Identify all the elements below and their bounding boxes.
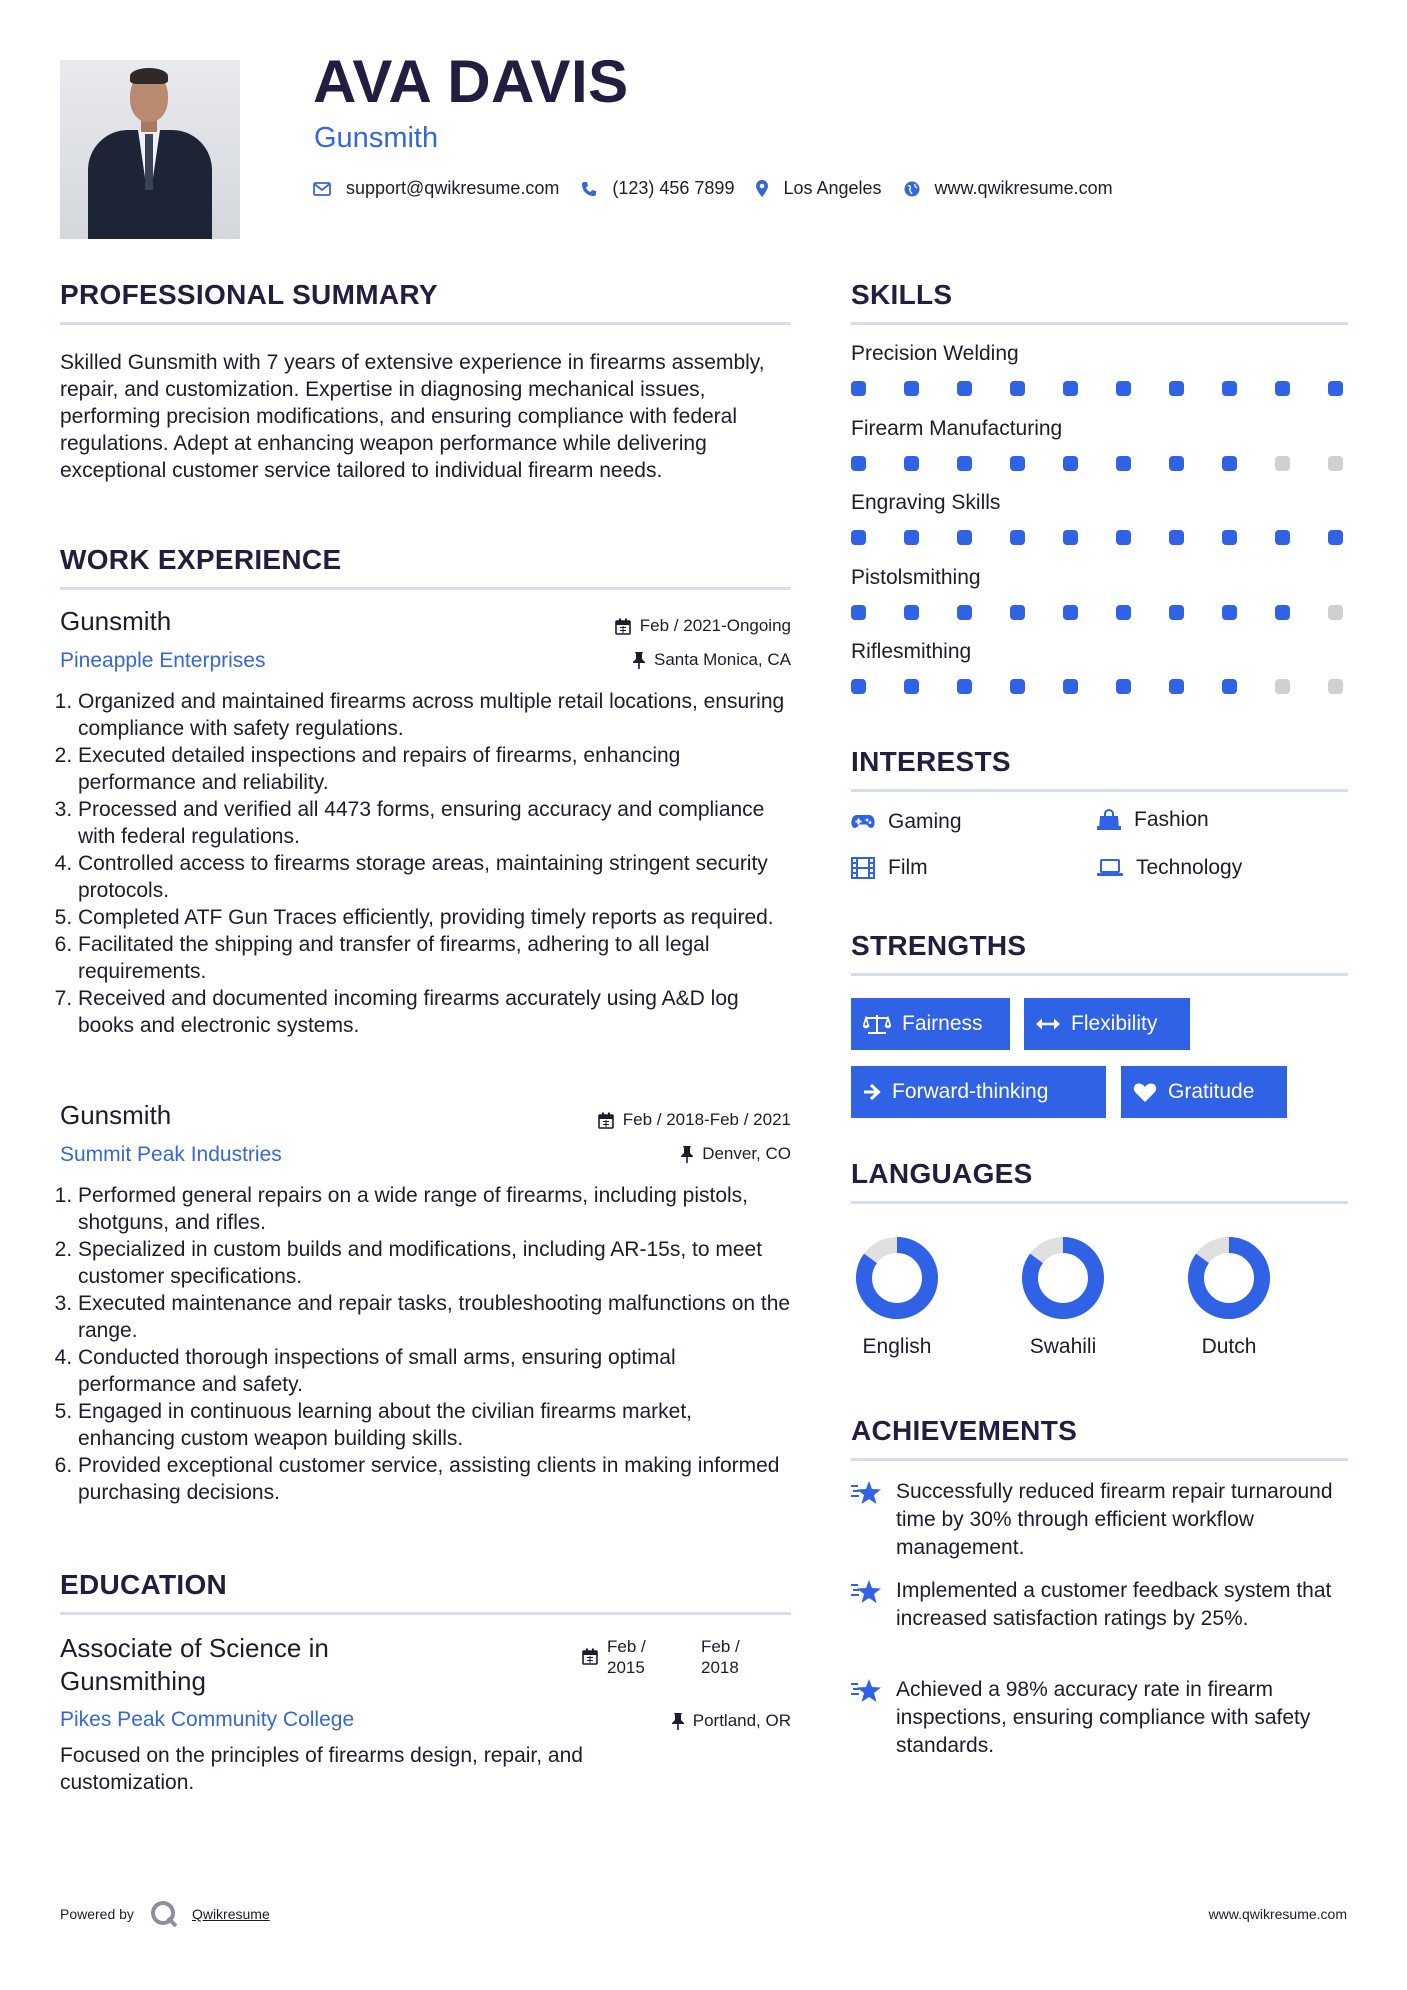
skill-dot-filled: [957, 605, 972, 620]
skill-dot-filled: [1116, 381, 1131, 396]
skill-dot-empty: [1328, 679, 1343, 694]
skill-dot-filled: [1169, 381, 1184, 396]
balance-scale-icon: [863, 1013, 891, 1035]
education-divider: [60, 1612, 791, 1615]
skill-dot-filled: [1222, 456, 1237, 471]
interest-item: [851, 856, 928, 880]
film-icon: [851, 857, 875, 879]
summary-heading: PROFESSIONAL SUMMARY: [60, 279, 438, 310]
skill-dot-filled: [1010, 381, 1025, 396]
skill-dot-filled: [1222, 605, 1237, 620]
language-donut: [1186, 1235, 1272, 1321]
contact-location: [756, 178, 881, 199]
interest-label: Technology: [1136, 856, 1243, 879]
email-text: support@qwikresume.com: [346, 178, 560, 198]
interests-list: [851, 808, 1348, 908]
experience-section: [60, 546, 791, 590]
list-item: 3. Processed and verified all 4473 forms, ensuring accuracy and compliance with federal regulations.: [78, 796, 791, 850]
language-item: [993, 1235, 1133, 1359]
phone-text: (123) 456 7899: [612, 178, 735, 198]
strength-tag: [851, 1066, 1106, 1118]
education-end-date: Feb / 2018: [701, 1637, 740, 1677]
achievement-item: [851, 1577, 1343, 1633]
location-text: Los Angeles: [783, 178, 882, 198]
interest-item: [851, 810, 962, 834]
education-section: [60, 1571, 791, 1615]
skill-dot-filled: [1010, 605, 1025, 620]
contact-phone[interactable]: [581, 178, 734, 199]
calendar-icon: [582, 1648, 598, 1665]
list-item: 2. Specialized in custom builds and modifications, including AR-15s, to meet customer specifications.: [78, 1236, 791, 1290]
language-item: [827, 1235, 967, 1359]
achievement-text: Achieved a 98% accuracy rate in firearm inspections, ensuring compliance with safety standards.: [896, 1678, 1311, 1757]
skill-level-meter: [851, 381, 1343, 396]
education-location-text: Portland, OR: [692, 1711, 791, 1730]
skill-dot-filled: [1222, 530, 1237, 545]
laptop-icon: [1097, 859, 1123, 877]
list-item: 4. Controlled access to firearms storage areas, maintaining stringent security protocols.: [78, 850, 791, 904]
skill-dot-filled: [1169, 679, 1184, 694]
skill-dot-filled: [851, 679, 866, 694]
skill-dot-empty: [1328, 456, 1343, 471]
interests-heading: INTERESTS: [851, 746, 1011, 777]
skill-dot-filled: [1063, 679, 1078, 694]
job-title: Gunsmith: [60, 1100, 172, 1130]
contact-website[interactable]: [904, 178, 1113, 199]
experience-divider: [60, 587, 791, 590]
qwikresume-logo-icon: [150, 1900, 178, 1928]
job-bullets: [60, 688, 791, 1039]
strengths-divider: [851, 973, 1348, 976]
phone-icon: [581, 181, 597, 197]
skill-dot-filled: [1222, 679, 1237, 694]
calendar-icon: [615, 618, 631, 635]
list-item: 4. Conducted thorough inspections of small arms, ensuring optimal performance and safety.: [78, 1344, 791, 1398]
skill-dot-filled: [1169, 530, 1184, 545]
skill-name: Precision Welding: [851, 342, 1019, 365]
job-bullets: [60, 1182, 791, 1506]
education-dates: [582, 1636, 753, 1678]
skill-name: Firearm Manufacturing: [851, 416, 1063, 440]
achievements-section: [851, 1417, 1348, 1461]
interest-label: Gaming: [888, 810, 962, 833]
qwikresume-link[interactable]: Qwikresume: [191, 1906, 270, 1922]
interest-label: Fashion: [1134, 808, 1209, 831]
skill-name: Engraving Skills: [851, 491, 1001, 514]
skill-dot-filled: [1328, 530, 1343, 545]
summary-section: [60, 281, 791, 484]
pushpin-icon: [633, 652, 645, 669]
envelope-icon: [313, 182, 331, 196]
achievement-text: Implemented a customer feedback system that increased satisfaction ratings by 25%.: [896, 1579, 1332, 1630]
star-badge-icon: [851, 1678, 883, 1704]
job-location-text: Santa Monica, CA: [653, 650, 791, 669]
language-name: English: [862, 1335, 932, 1358]
skill-dot-filled: [1328, 381, 1343, 396]
list-item: 1. Performed general repairs on a wide range of firearms, including pistols, shotguns, and rifles.: [78, 1182, 791, 1236]
strength-label: Fairness: [902, 1012, 983, 1035]
job-location: [681, 1144, 791, 1164]
list-item: 7. Received and documented incoming firearms accurately using A&D log books and electronic systems.: [78, 985, 791, 1039]
achievements-list: [851, 1478, 1348, 1778]
star-badge-icon: [851, 1579, 883, 1605]
languages-divider: [851, 1201, 1348, 1204]
summary-divider: [60, 322, 791, 325]
pushpin-icon: [672, 1713, 684, 1730]
skill-dot-filled: [904, 605, 919, 620]
language-item: [1159, 1235, 1299, 1359]
skill-dot-filled: [851, 530, 866, 545]
skill-name: Pistolsmithing: [851, 565, 981, 589]
profile-photo: [60, 60, 240, 239]
skill-dot-filled: [1169, 605, 1184, 620]
skill-dot-filled: [1222, 381, 1237, 396]
skill-dot-filled: [1275, 381, 1290, 396]
skill-dot-filled: [1116, 679, 1131, 694]
interest-item: [1097, 808, 1209, 832]
job-date-text: Feb / 2018-Feb / 2021: [622, 1110, 791, 1129]
languages-heading: LANGUAGES: [851, 1158, 1033, 1189]
job-location: [633, 650, 791, 670]
skill-level-meter: [851, 679, 1343, 694]
skill-dot-empty: [1328, 605, 1343, 620]
skills-list: [851, 343, 1348, 713]
skill-name: Riflesmithing: [851, 640, 972, 663]
pushpin-icon: [681, 1146, 693, 1163]
gamepad-icon: [851, 814, 875, 830]
skill-dot-filled: [957, 456, 972, 471]
achievements-divider: [851, 1458, 1348, 1461]
degree-title: Associate of Science in Gunsmithing: [60, 1633, 329, 1696]
achievement-item: [851, 1676, 1343, 1760]
education-start-date: Feb / 2015: [607, 1637, 646, 1677]
powered-by-text: Powered by: [60, 1906, 134, 1922]
skills-heading: SKILLS: [851, 279, 953, 310]
list-item: 2. Executed detailed inspections and repairs of firearms, enhancing performance and reliability.: [78, 742, 791, 796]
map-marker-icon: [756, 180, 768, 197]
job-location-text: Denver, CO: [702, 1144, 791, 1163]
list-item: 1. Organized and maintained firearms across multiple retail locations, ensuring compliance with safety regulations.: [78, 688, 791, 742]
contact-bar: [313, 178, 1135, 199]
list-item: 5. Engaged in continuous learning about the civilian firearms market, enhancing custom weapon building skills.: [78, 1398, 791, 1452]
job-date: [615, 616, 791, 636]
strengths-list: [851, 998, 1348, 1120]
education-location: [672, 1711, 791, 1731]
language-name: Dutch: [1201, 1335, 1257, 1358]
education-entry: [60, 1632, 791, 1802]
languages-section: [851, 1160, 1348, 1204]
skill-dot-filled: [1010, 679, 1025, 694]
skill-dot-filled: [1275, 530, 1290, 545]
skill-level-meter: [851, 605, 1343, 620]
education-heading: EDUCATION: [60, 1569, 228, 1600]
skill-dot-filled: [1063, 381, 1078, 396]
company-name: Pineapple Enterprises: [60, 649, 266, 672]
experience-heading: WORK EXPERIENCE: [60, 544, 342, 575]
education-description: Focused on the principles of firearms design, repair, and customization.: [60, 1744, 583, 1794]
heart-icon: [1133, 1082, 1157, 1103]
skill-level-meter: [851, 456, 1343, 471]
strength-tag: [851, 998, 1010, 1050]
job-date: [598, 1110, 791, 1130]
list-item: 6. Provided exceptional customer service, assisting clients in making informed purchasing decisions.: [78, 1452, 791, 1506]
strength-label: Forward-thinking: [892, 1080, 1049, 1103]
skill-dot-filled: [1010, 456, 1025, 471]
skill-dot-filled: [1116, 456, 1131, 471]
job-entry: [60, 1100, 791, 1520]
skill-dot-empty: [1275, 456, 1290, 471]
arrows-horizontal-icon: [1036, 1017, 1060, 1031]
achievement-item: [851, 1478, 1343, 1562]
skill-dot-filled: [1063, 605, 1078, 620]
strength-label: Flexibility: [1071, 1012, 1158, 1035]
interest-label: Film: [888, 856, 928, 879]
skill-dot-filled: [1010, 530, 1025, 545]
skill-dot-filled: [851, 605, 866, 620]
skill-dot-filled: [1169, 456, 1184, 471]
summary-text: Skilled Gunsmith with 7 years of extensive experience in firearms assembly, repair, and customization. Expertise in diagnosing mechanical issues, performing precision modifications, and ensuring compliance with federal regulations. Adept at enhancing weapon performance while delivering exceptional customer service tailored to individual firearm needs.: [60, 351, 765, 482]
star-badge-icon: [851, 1480, 883, 1506]
strength-tag: [1024, 998, 1190, 1050]
language-donut: [1020, 1235, 1106, 1321]
strengths-section: [851, 932, 1348, 976]
skill-dot-filled: [904, 456, 919, 471]
shopping-bag-icon: [1097, 809, 1121, 831]
skill-dot-filled: [957, 679, 972, 694]
skill-dot-filled: [904, 679, 919, 694]
company-name: Summit Peak Industries: [60, 1143, 282, 1166]
strength-label: Gratitude: [1168, 1080, 1255, 1103]
interests-divider: [851, 789, 1348, 792]
achievements-heading: ACHIEVEMENTS: [851, 1415, 1078, 1446]
interests-section: [851, 748, 1348, 792]
job-entry: [60, 606, 791, 1066]
skills-divider: [851, 322, 1348, 325]
skill-dot-filled: [1275, 605, 1290, 620]
languages-list: [851, 1235, 1348, 1375]
skill-dot-filled: [957, 530, 972, 545]
skills-section: [851, 281, 1348, 325]
school-name: Pikes Peak Community College: [60, 1708, 355, 1731]
language-name: Swahili: [1029, 1335, 1097, 1358]
calendar-icon: [598, 1112, 614, 1129]
skill-dot-filled: [1116, 605, 1131, 620]
website-text: www.qwikresume.com: [934, 178, 1113, 198]
footer-branding: [60, 1900, 270, 1928]
skill-dot-filled: [1063, 456, 1078, 471]
contact-email[interactable]: [313, 178, 559, 199]
list-item: 6. Facilitated the shipping and transfer of firearms, adhering to all legal requirements.: [78, 931, 791, 985]
job-date-text: Feb / 2021-Ongoing: [639, 616, 791, 635]
skill-dot-filled: [904, 381, 919, 396]
candidate-role: Gunsmith: [314, 122, 439, 154]
job-title: Gunsmith: [60, 606, 172, 636]
strength-tag: [1121, 1066, 1287, 1118]
list-item: 5. Completed ATF Gun Traces efficiently, providing timely reports as required.: [78, 904, 791, 931]
skill-dot-empty: [1275, 679, 1290, 694]
skill-dot-filled: [1116, 530, 1131, 545]
list-item: 3. Executed maintenance and repair tasks, troubleshooting malfunctions on the range.: [78, 1290, 791, 1344]
arrow-right-icon: [863, 1083, 881, 1101]
language-donut: [854, 1235, 940, 1321]
skill-dot-filled: [904, 530, 919, 545]
skill-dot-filled: [957, 381, 972, 396]
interest-item: [1097, 856, 1242, 880]
globe-icon: [904, 181, 920, 197]
strengths-heading: STRENGTHS: [851, 930, 1027, 961]
candidate-name: AVA DAVIS: [313, 48, 629, 115]
achievement-text: Successfully reduced firearm repair turnaround time by 30% through efficient workflow management.: [896, 1480, 1333, 1559]
skill-dot-filled: [851, 456, 866, 471]
skill-dot-filled: [1063, 530, 1078, 545]
skill-level-meter: [851, 530, 1343, 545]
skill-dot-filled: [851, 381, 866, 396]
footer-website[interactable]: www.qwikresume.com: [1208, 1906, 1347, 1922]
